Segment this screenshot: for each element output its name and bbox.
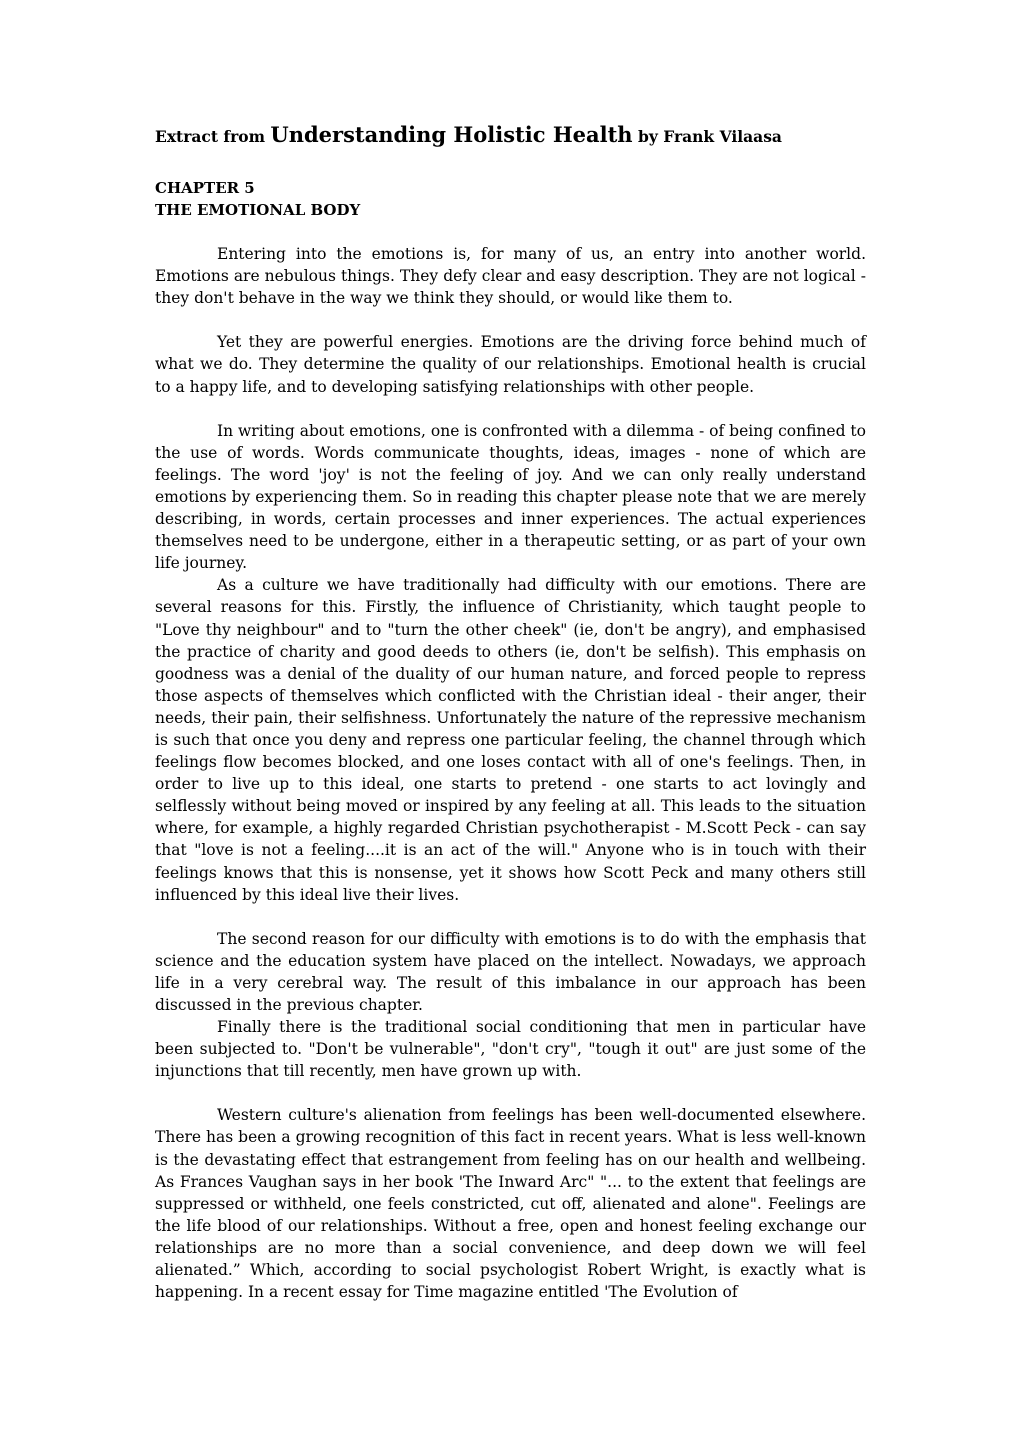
chapter-number: CHAPTER 5	[155, 179, 255, 198]
paragraph: Entering into the emotions is, for many of us, an entry into another world. Emotions are nebulous things. They defy clear and easy description. They are not logical - they don't behave in the way we think they should, or would like them to.	[155, 245, 866, 308]
author-credit: by Frank Vilaasa	[637, 127, 782, 146]
book-title: Understanding Holistic Health	[270, 122, 633, 147]
chapter-heading	[155, 177, 866, 221]
paragraph: Western culture's alienation from feelings has been well-documented elsewhere. There has been a growing recognition of this fact in recent years. What is less well-known is the devastating effect that estrangement from feeling has on our health and wellbeing. As Frances Vaughan says in her book 'The Inward Arc" "... to the extent that feelings are suppressed or withheld, one feels constricted, cut off, alienated and alone". Feelings are the life blood of our relationships. Without a free, open and honest feeling exchange our relationships are no more than a social convenience, and deep down we will feel alienated.” Which, according to social psychologist Robert Wright, is exactly what is happening. In a recent essay for Time magazine entitled 'The Evolution of	[155, 1106, 866, 1302]
paragraph: In writing about emotions, one is confronted with a dilemma - of being confined to the use of words. Words communicate thoughts, ideas, images - none of which are feelings. The word 'joy' is not the feeling of joy. And we can only really understand emotions by experiencing them. So in reading this chapter please note that we are merely describing, in words, certain processes and inner experiences. The actual experiences themselves need to be undergone, either in a therapeutic setting, or as part of your own life journey.	[155, 421, 866, 573]
paragraph: As a culture we have traditionally had difficulty with our emotions. There are several reasons for this. Firstly, the influence of Christianity, which taught people to "Love thy neighbour" and to "turn the other cheek" (ie, don't be angry), and emphasised the practice of charity and good deeds to others (ie, don't be selfish). This emphasis on goodness was a denial of the duality of our human nature, and forced people to repress those aspects of themselves which conflicted with the Christian ideal - their anger, their needs, their pain, their selfishness. Unfortunately the nature of the repressive mechanism is such that once you deny and repress one particular feeling, the channel through which feelings flow becomes blocked, and one loses contact with all of one's feelings. Then, in order to live up to this ideal, one starts to pretend - one starts to act lovingly and selflessly without being moved or inspired by any feeling at all. This leads to the situation where, for example, a highly regarded Christian psychotherapist - M.Scott Peck - can say that "love is not a feeling....it is an act of the will." Anyone who is in touch with their feelings knows that this is nonsense, yet it shows how Scott Peck and many others still influenced by this ideal live their lives.	[155, 576, 866, 904]
paragraph: Yet they are powerful energies. Emotions are the driving force behind much of what we do. They determine the quality of our relationships. Emotional health is crucial to a happy life, and to developing satisfying relationships with other people.	[155, 333, 866, 396]
chapter-title: THE EMOTIONAL BODY	[155, 201, 361, 220]
document-page	[155, 124, 866, 1303]
paragraph: The second reason for our difficulty with emotions is to do with the emphasis that science and the education system have placed on the intellect. Nowadays, we approach life in a very cerebral way. The result of this imbalance in our approach has been discussed in the previous chapter.	[155, 929, 866, 1014]
title-prefix: Extract from	[155, 127, 265, 146]
paragraph: Finally there is the traditional social conditioning that men in particular have been subjected to. "Don't be vulnerable", "don't cry", "tough it out" are just some of the injunctions that till recently, men have grown up with.	[155, 1018, 866, 1081]
document-title	[155, 124, 866, 148]
